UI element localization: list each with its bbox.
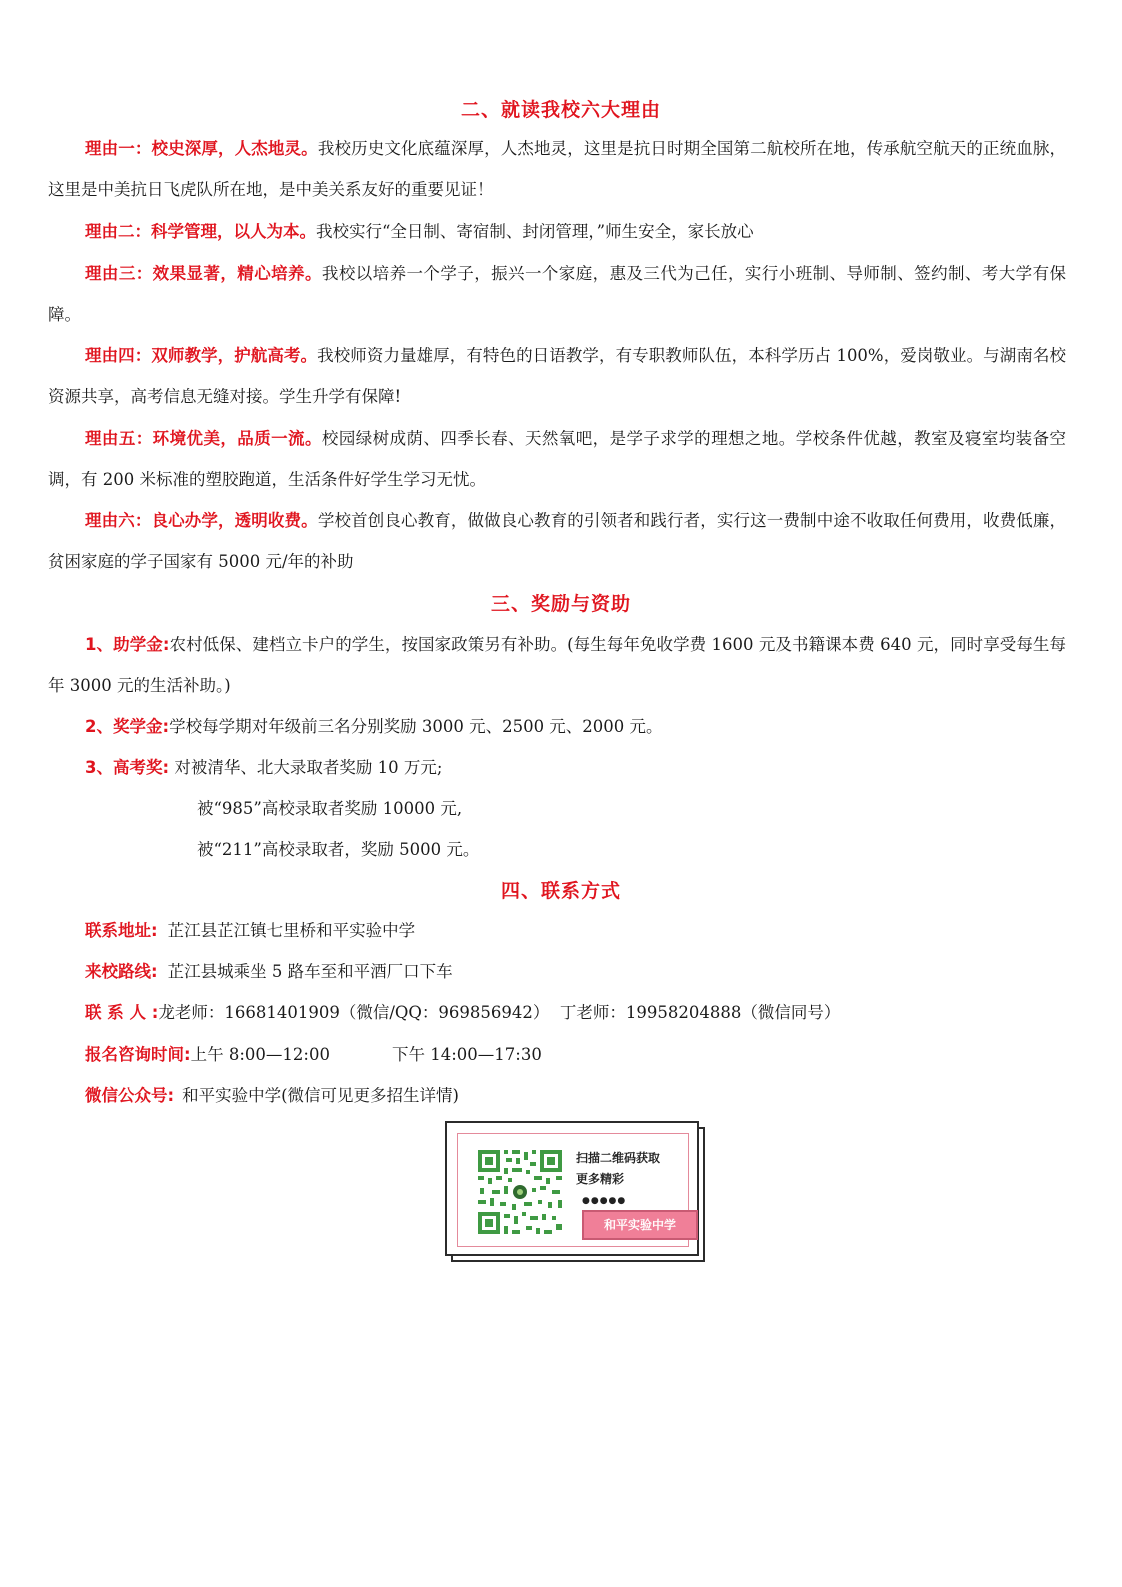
qr-caption-line2: 更多精彩	[576, 1172, 625, 1186]
reward-211-line: 被“211”高校录取者，奖励 5000 元。	[197, 840, 480, 859]
wechat-label: 微信公众号:	[85, 1086, 175, 1105]
reason-label: 理由二：科学管理，以人为本。	[85, 222, 316, 241]
reason-5	[48, 418, 1066, 500]
reason-4	[48, 335, 1066, 417]
reason-text: 我校以培养一个学子，振兴一个家庭，惠及三代为己任，实行小班制、导师制、签约制、考大学有保障。	[48, 264, 1067, 324]
section-title-contact: 四、联系方式	[500, 880, 621, 902]
contact-person	[85, 1000, 840, 1026]
reason-text: 我校师资力量雄厚，有特色的日语教学，有专职教师队伍，本科学历占 100%，爱岗敬业。与湖南名校资源共享，高考信息无缝对接。学生升学有保障!	[48, 346, 1066, 406]
reason-text: 学校首创良心教育，做做良心教育的引领者和践行者，实行这一费制中途不收取任何费用，收费低廉，贫困家庭的学子国家有 5000 元/年的补助	[48, 511, 1067, 571]
hours-afternoon: 下午 14:00—17:30	[391, 1045, 542, 1064]
section-title-rewards: 三、奖励与资助	[490, 593, 631, 615]
person-label: 联 系 人 :	[85, 1003, 159, 1022]
qr-caption-line1: 扫描二维码获取	[576, 1151, 661, 1165]
reason-label: 理由三：效果显著，精心培养。	[85, 264, 322, 283]
contact-hours	[85, 1042, 542, 1068]
reward-text: 对被清华、北大录取者奖励 10 万元;	[169, 758, 443, 777]
person-text: 龙老师：16681401909（微信/QQ：969856942） 丁老师：19958204888（微信同号）	[158, 1003, 841, 1022]
reason-text: 我校实行“全日制、寄宿制、封闭管理，”师生安全，家长放心	[316, 222, 754, 241]
qr-card	[445, 1121, 699, 1256]
qr-card-border	[457, 1133, 689, 1247]
contact-route	[85, 959, 453, 985]
reward-label: 1、助学金:	[85, 635, 170, 654]
reason-label: 理由六：良心办学，透明收费。	[85, 511, 318, 530]
reward-3	[48, 747, 1066, 788]
wechat-text: 和平实验中学(微信可见更多招生详情)	[182, 1086, 459, 1105]
qr-code-icon[interactable]	[474, 1146, 566, 1238]
reason-2	[48, 211, 1066, 252]
reason-3	[48, 253, 1066, 335]
dots-icon: ●●●●●	[582, 1196, 627, 1206]
address-label: 联系地址:	[85, 921, 158, 940]
hours-morning: 上午 8:00—12:00	[190, 1045, 330, 1064]
reason-label: 理由四：双师教学，护航高考。	[85, 346, 318, 365]
route-text: 芷江县城乘坐 5 路车至和平酒厂口下车	[167, 962, 453, 981]
qr-card-caption	[576, 1148, 686, 1190]
route-label: 来校路线:	[85, 962, 158, 981]
reason-6	[48, 500, 1066, 582]
section-title-reasons: 二、就读我校六大理由	[460, 99, 661, 121]
reward-text: 农村低保、建档立卡户的学生，按国家政策另有补助。(每生每年免收学费 1600 元及书籍课本费 640 元，同时享受每生每年 3000 元的生活补助。)	[48, 635, 1066, 695]
reason-text: 校园绿树成荫、四季长春、天然氧吧，是学子求学的理想之地。学校条件优越，教室及寝室均装备空调，有 200 米标准的塑胶跑道，生活条件好学生学习无忧。	[48, 429, 1067, 489]
reward-label: 2、奖学金:	[85, 717, 170, 736]
reward-text: 学校每学期对年级前三名分别奖励 3000 元、2500 元、2000 元。	[169, 717, 663, 736]
contact-wechat	[85, 1083, 459, 1109]
reward-label: 3、高考奖:	[85, 758, 170, 777]
reason-text: 我校历史文化底蕴深厚，人杰地灵，这里是抗日时期全国第二航校所在地，传承航空航天的正统血脉，这里是中美抗日飞虎队所在地，是中美关系友好的重要见证！	[48, 139, 1067, 199]
reward-2	[48, 706, 1066, 747]
reward-1	[48, 624, 1066, 706]
hours-label: 报名咨询时间:	[85, 1045, 191, 1064]
school-name-button[interactable]: 和平实验中学	[582, 1210, 698, 1240]
address-text: 芷江县芷江镇七里桥和平实验中学	[167, 921, 416, 940]
reason-label: 理由五：环境优美，品质一流。	[85, 429, 322, 448]
reason-1	[48, 128, 1066, 210]
reward-985-line: 被“985”高校录取者奖励 10000 元,	[197, 799, 463, 818]
reason-label: 理由一：校史深厚，人杰地灵。	[85, 139, 318, 158]
contact-address	[85, 918, 415, 944]
